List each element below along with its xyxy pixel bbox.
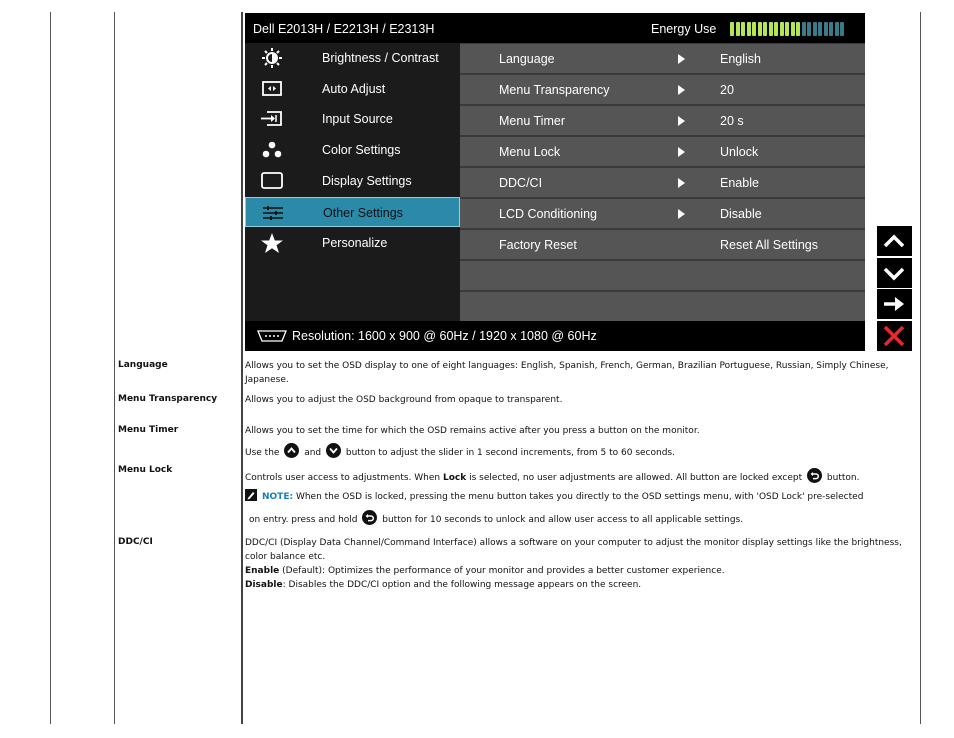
setting-value: Unlock: [720, 145, 759, 159]
setting-row-factory-reset[interactable]: [460, 230, 865, 259]
menu-item-display-settings[interactable]: [245, 166, 460, 196]
energy-meter-segment: [824, 22, 828, 36]
chevron-right-icon: [678, 116, 685, 126]
lock-text-1c: button.: [826, 473, 860, 483]
menu-item-label: Auto Adjust: [322, 82, 386, 96]
setting-name: Menu Lock: [499, 145, 561, 159]
menu-item-input-source[interactable]: [245, 104, 460, 134]
menu-item-label: Brightness / Contrast: [322, 51, 439, 65]
term-menu-lock: Menu Lock: [118, 465, 173, 475]
setting-row-menu-transparency[interactable]: [460, 75, 865, 104]
note-text-2a: on entry. press and hold: [249, 515, 358, 525]
energy-meter-segment: [840, 22, 844, 36]
ddc-enable: [245, 564, 910, 578]
menu-item-label: Input Source: [322, 112, 393, 126]
setting-value: Enable: [720, 176, 759, 190]
display-settings-icon: [259, 171, 285, 191]
star-icon: [259, 231, 285, 255]
osd-main-menu: [245, 43, 460, 321]
note-text: When the OSD is locked, pressing the menu button takes you directly to the OSD settings menu, with 'OSD Lock' pre-selected: [295, 492, 864, 502]
table-border-col1: [114, 12, 115, 724]
energy-meter: [730, 22, 844, 36]
setting-value: 20 s: [720, 114, 744, 128]
vga-connector-icon: [255, 329, 289, 343]
lock-text-1b: is selected, no user adjustments are allowed. All button are locked except: [469, 473, 803, 483]
energy-meter-segment: [807, 22, 811, 36]
table-border-left: [50, 12, 51, 724]
term-menu-transparency: Menu Transparency: [118, 394, 218, 404]
up-circle-icon: [284, 443, 299, 458]
term-language: Language: [118, 360, 168, 370]
term-menu-timer: Menu Timer: [118, 425, 179, 435]
model-name: Dell E2013H / E2213H / E2313H: [253, 22, 435, 36]
back-circle-icon: [362, 510, 377, 525]
color-settings-icon: [259, 140, 285, 160]
osd-title-bar: [245, 13, 865, 43]
energy-meter-segment: [818, 22, 822, 36]
disable-label: Disable: [245, 580, 283, 590]
menu-item-auto-adjust[interactable]: [245, 74, 460, 104]
setting-row-empty: [460, 261, 865, 290]
lock-text-1a: Controls user access to adjustments. When: [245, 473, 441, 483]
energy-use-label: Energy Use: [651, 22, 717, 36]
auto-adjust-icon: [259, 79, 285, 99]
menu-item-personalize[interactable]: [245, 228, 460, 258]
setting-value: Reset All Settings: [720, 238, 818, 252]
menu-item-color-settings[interactable]: [245, 135, 460, 165]
down-arrow-icon: [882, 261, 906, 285]
osd-submenu: [460, 43, 865, 321]
energy-meter-segment: [791, 22, 795, 36]
setting-value: 20: [720, 83, 734, 97]
down-circle-icon: [326, 443, 341, 458]
energy-meter-segment: [758, 22, 762, 36]
exit-button[interactable]: [877, 321, 912, 351]
desc-menu-transparency: Allows you to adjust the OSD background from opaque to transparent.: [245, 395, 563, 405]
timer-text-2b: and: [304, 448, 322, 458]
menu-item-brightness-contrast[interactable]: [245, 43, 460, 73]
table-border-right: [920, 12, 921, 724]
energy-meter-segment: [802, 22, 806, 36]
osd-menu: [245, 13, 865, 351]
energy-meter-segment: [796, 22, 800, 36]
osd-footer: [245, 321, 865, 351]
lock-text-1: [245, 468, 910, 485]
energy-meter-segment: [774, 22, 778, 36]
setting-row-language[interactable]: [460, 44, 865, 73]
energy-meter-segment: [835, 22, 839, 36]
resolution-text: Resolution: 1600 x 900 @ 60Hz / 1920 x 1080 @ 60Hz: [292, 329, 597, 343]
close-x-icon: [882, 324, 906, 348]
enable-label: Enable: [245, 566, 280, 576]
energy-meter-segment: [785, 22, 789, 36]
desc-menu-timer: [245, 424, 910, 460]
setting-name: Factory Reset: [499, 238, 577, 252]
energy-meter-segment: [752, 22, 756, 36]
energy-meter-segment: [769, 22, 773, 36]
enter-button[interactable]: [877, 289, 912, 319]
chevron-right-icon: [678, 147, 685, 157]
setting-value: Disable: [720, 207, 762, 221]
back-circle-icon: [807, 468, 822, 483]
timer-text-2c: button to adjust the slider in 1 second increments, from 5 to 60 seconds.: [345, 448, 675, 458]
note-label: NOTE:: [262, 492, 294, 502]
energy-meter-segment: [813, 22, 817, 36]
note-pencil-icon: [245, 489, 257, 501]
lock-note-2: [245, 510, 910, 527]
setting-row-empty: [460, 292, 865, 321]
input-source-icon: [259, 109, 285, 129]
setting-name: Menu Timer: [499, 114, 565, 128]
table-border-col2: [241, 12, 243, 724]
desc-ddc-ci: [245, 536, 910, 592]
setting-name: DDC/CI: [499, 176, 543, 190]
energy-meter-segment: [747, 22, 751, 36]
setting-row-menu-lock[interactable]: [460, 137, 865, 166]
lock-note: [245, 489, 910, 504]
setting-name: LCD Conditioning: [499, 207, 597, 221]
timer-text-1: Allows you to set the time for which the OSD remains active after you press a button on the monitor.: [245, 426, 700, 436]
enable-text: (Default): Optimizes the performance of your monitor and provides a better customer experience.: [282, 566, 725, 576]
desc-menu-lock: [245, 468, 910, 527]
timer-text-2a: Use the: [245, 448, 280, 458]
brightness-icon: [259, 48, 285, 68]
down-button[interactable]: [877, 258, 912, 288]
timer-text-2: [245, 443, 910, 460]
other-settings-icon: [260, 203, 286, 223]
disable-text: : Disables the DDC/CI option and the following message appears on the screen.: [282, 580, 642, 590]
chevron-right-icon: [678, 178, 685, 188]
energy-meter-segment: [741, 22, 745, 36]
energy-meter-segment: [780, 22, 784, 36]
setting-row-menu-timer[interactable]: [460, 106, 865, 135]
chevron-right-icon: [678, 85, 685, 95]
chevron-right-icon: [678, 54, 685, 64]
right-arrow-icon: [882, 292, 906, 316]
menu-item-label: Personalize: [322, 236, 388, 250]
setting-value: English: [720, 52, 761, 66]
note-text-2b: button for 10 seconds to unlock and allow user access to all applicable settings.: [382, 515, 744, 525]
menu-item-other-settings[interactable]: [245, 197, 460, 227]
ddc-disable: [245, 578, 910, 592]
setting-name: Menu Transparency: [499, 83, 610, 97]
menu-item-label: Display Settings: [322, 174, 412, 188]
ddc-text: DDC/CI (Display Data Channel/Command Interface) allows a software on your computer to adjust the monitor display settings like the brightness, color balance etc.: [245, 538, 902, 562]
chevron-right-icon: [678, 209, 685, 219]
energy-meter-segment: [763, 22, 767, 36]
desc-language: Allows you to set the OSD display to one of eight languages: English, Spanish, French, German, Brazilian Portuguese, Russian, Simply Chinese, Japanese.: [245, 361, 889, 385]
setting-row-ddc-ci[interactable]: [460, 168, 865, 197]
up-arrow-icon: [882, 229, 906, 253]
energy-meter-segment: [730, 22, 734, 36]
energy-meter-segment: [736, 22, 740, 36]
lock-keyword: Lock: [442, 473, 467, 483]
menu-item-label: Color Settings: [322, 143, 401, 157]
up-button[interactable]: [877, 226, 912, 256]
setting-name: Language: [499, 52, 555, 66]
energy-meter-segment: [829, 22, 833, 36]
setting-row-lcd-conditioning[interactable]: [460, 199, 865, 228]
menu-item-label: Other Settings: [323, 206, 403, 220]
term-ddc-ci: DDC/CI: [118, 537, 153, 547]
